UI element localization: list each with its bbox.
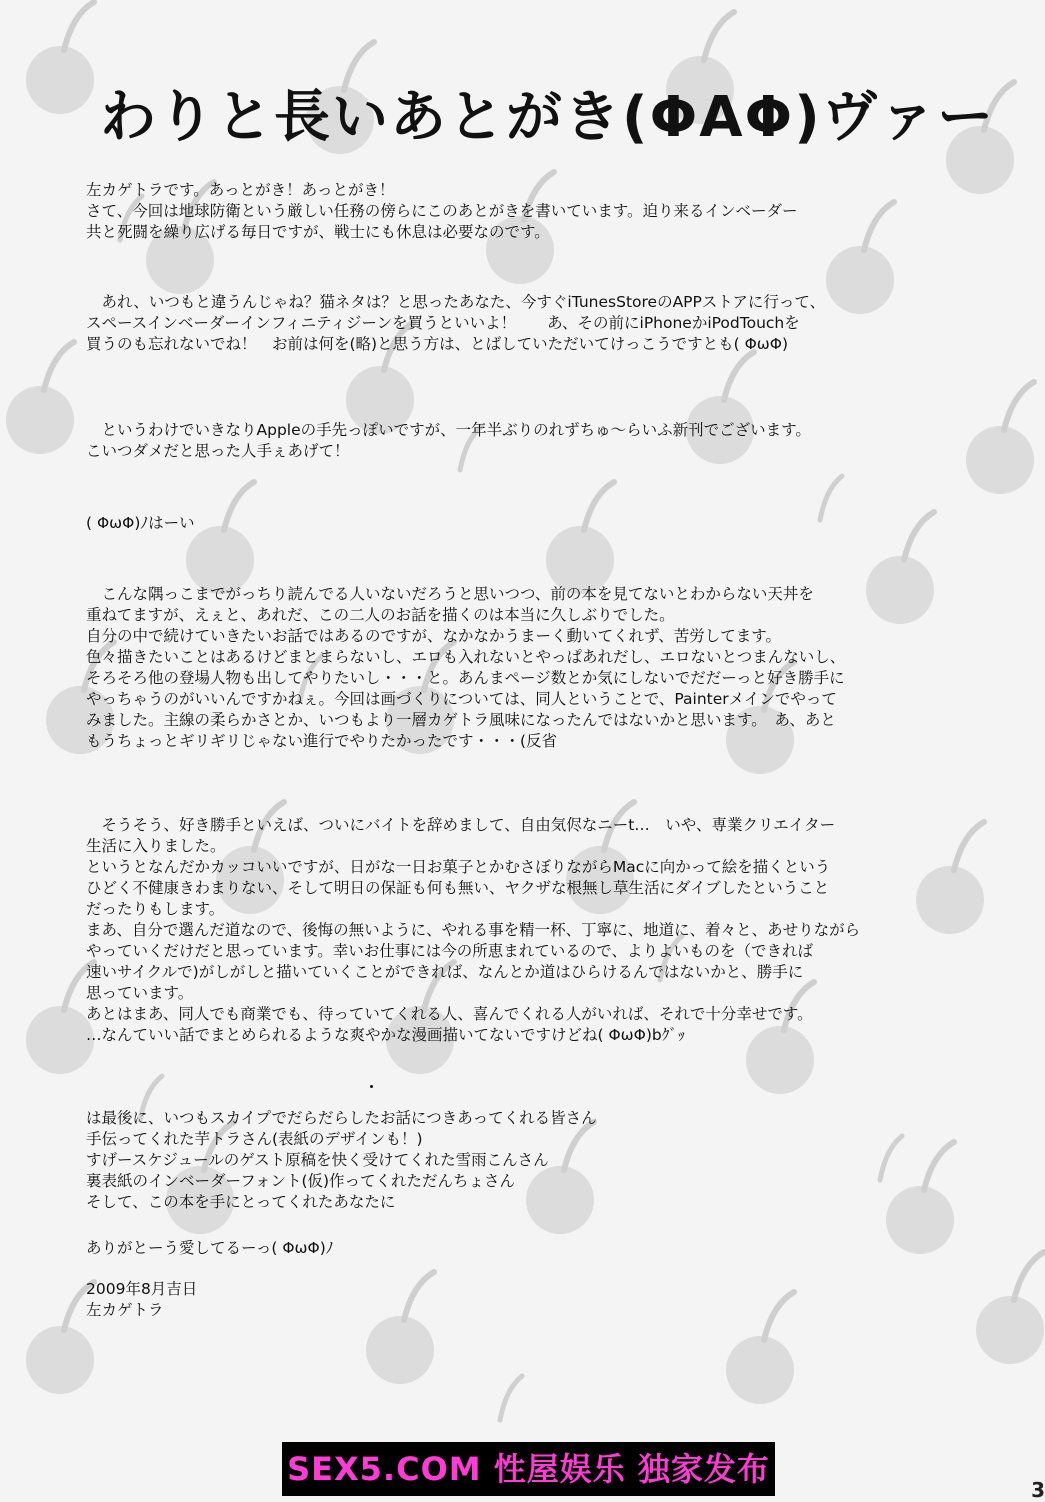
text-line: というとなんだかカッコいいですが、日がな一日お菓子とかむさぼりながらMacに向かって絵を描くという [86, 858, 831, 876]
text-line: そろそろ他の登場人物も出してやりたいし・・・と。あんまページ数とか気にしないでだだーっと好き勝手に [86, 669, 845, 687]
paragraph-story [86, 584, 986, 752]
date-line: 2009年8月吉日 [86, 1280, 198, 1298]
author-line: 左カゲトラ [86, 1301, 164, 1319]
text-line: 速いサイクルで)がしがしと描いていくことができれば、なんとか道はひらけるんではないかと、勝手に [86, 963, 804, 981]
paragraph-hai [86, 513, 986, 534]
text-line: というわけでいきなりAppleの手先っぽいですが、一年半ぶりのれずちゅ～らいふ新刊でございます。 [86, 421, 811, 439]
text-line: そして、この本を手にとってくれたあなたに [86, 1193, 396, 1211]
text-line: ひどく不健康きわまりない、そして明日の保証も何も無い、ヤクザな根無し草生活にダイブしたということ [86, 879, 830, 897]
paragraph-thanks [86, 1108, 986, 1213]
text-line: …なんていい話でまとめられるような爽やかな漫画描いてないですけどね( ΦωΦ)bｸﾞｯ [86, 1026, 685, 1044]
watermark-banner: SEX5.COM 性屋娱乐 独家发布 [282, 1442, 775, 1496]
text-line: 思っています。 [86, 984, 194, 1002]
text-line: 色々描きたいことはあるけどまとまらないし、エロも入れないとやっぱあれだし、エロないとつまんないし、 [86, 648, 846, 666]
text-line: さて、今回は地球防衛という厳しい任務の傍らにこのあとがきを書いています。迫り来るインベーダー [86, 202, 798, 220]
stray-dot [370, 1085, 373, 1088]
text-line: 手伝ってくれた芋トラさん(表紙のデザインも！) [86, 1130, 423, 1148]
text-line: こいつダメだと思った人手ぇあげて！ [86, 442, 350, 460]
page-number: 3 [1031, 1478, 1045, 1502]
text-line: やっちゃうのがいいんですかねぇ。今回は画づくりについては、同人ということで、Painterメインでやって [86, 690, 837, 708]
signature-block [86, 1279, 986, 1321]
text-line: 重ねてますが、えぇと、あれだ、この二人のお話を描くのは本当に久しぶりでした。 [86, 606, 675, 624]
text-line: 裏表紙のインベーダーフォント(仮)作ってくれただんちょさん [86, 1172, 516, 1190]
text-line: やっていくだけだと思っています。幸いお仕事には今の所恵まれているので、よりよいものを（できれば [86, 942, 813, 960]
paragraph-intro [86, 180, 986, 243]
page-title: わりと長いあとがき(ΦAΦ)ヴァー [100, 85, 996, 150]
text-line: まあ、自分で選んだ道なので、後悔の無いように、やれる事を精一杯、丁寧に、地道に、着々と、あせりながら [86, 921, 861, 939]
text-line: だったりもします。 [86, 900, 225, 918]
text-line: そうそう、好き勝手といえば、ついにバイトを辞めまして、自由気侭なニーt… いや、専業クリエイター [86, 816, 836, 834]
text-line: こんな隅っこまでがっちり読んでる人いないだろうと思いつつ、前の本を見てないとわからない天丼を [86, 585, 814, 603]
paragraph-career [86, 815, 986, 1046]
text-line: 買うのも忘れないでね！ お前は何を(略)と思う方は、とばしていただいてけっこうですとも( ΦωΦ) [86, 335, 788, 353]
text-line: は最後に、いつもスカイプでだらだらしたお話につきあってくれる皆さん [86, 1109, 597, 1127]
paragraph-itunes [86, 292, 986, 355]
paragraph-new-book [86, 420, 986, 462]
text-line: みました。主線の柔らかさとか、いつもより一層カゲトラ風味になったんではないかと思います。 あ、あと [86, 711, 836, 729]
text-line: 生活に入りました。 [86, 837, 226, 855]
text-line: ありがとーう愛してるーっ( ΦωΦ)ﾉ [86, 1239, 334, 1257]
text-line: 共と死闘を繰り広げる毎日ですが、戦士にも休息は必要なのです。 [86, 223, 550, 241]
text-line: スペースインベーダーインフィニティジーンを買うといいよ！ あ、その前にiPhoneかiPodTouchを [86, 314, 800, 332]
paragraph-love [86, 1238, 986, 1259]
text-line: 自分の中で続けていきたいお話ではあるのですが、なかなかうまーく動いてくれず、苦労してます。 [86, 627, 782, 645]
text-line: ( ΦωΦ)ﾉはーい [86, 514, 195, 532]
text-line: あれ、いつもと違うんじゃね？猫ネタは？と思ったあなた、今すぐiTunesStoreのAPPストアに行って、 [86, 293, 826, 311]
text-line: すげースケジュールのゲスト原稿を快く受けてくれた雪雨こんさん [86, 1151, 549, 1169]
text-line: あとはまあ、同人でも商業でも、待っていてくれる人、喜んでくれる人がいれば、それで十分幸せです。 [86, 1005, 813, 1023]
text-line: 左カゲトラです。あっとがき！あっとがき！ [86, 181, 395, 199]
text-line: もうちょっとギリギリじゃない進行でやりたかったです・・・(反省 [86, 732, 558, 750]
